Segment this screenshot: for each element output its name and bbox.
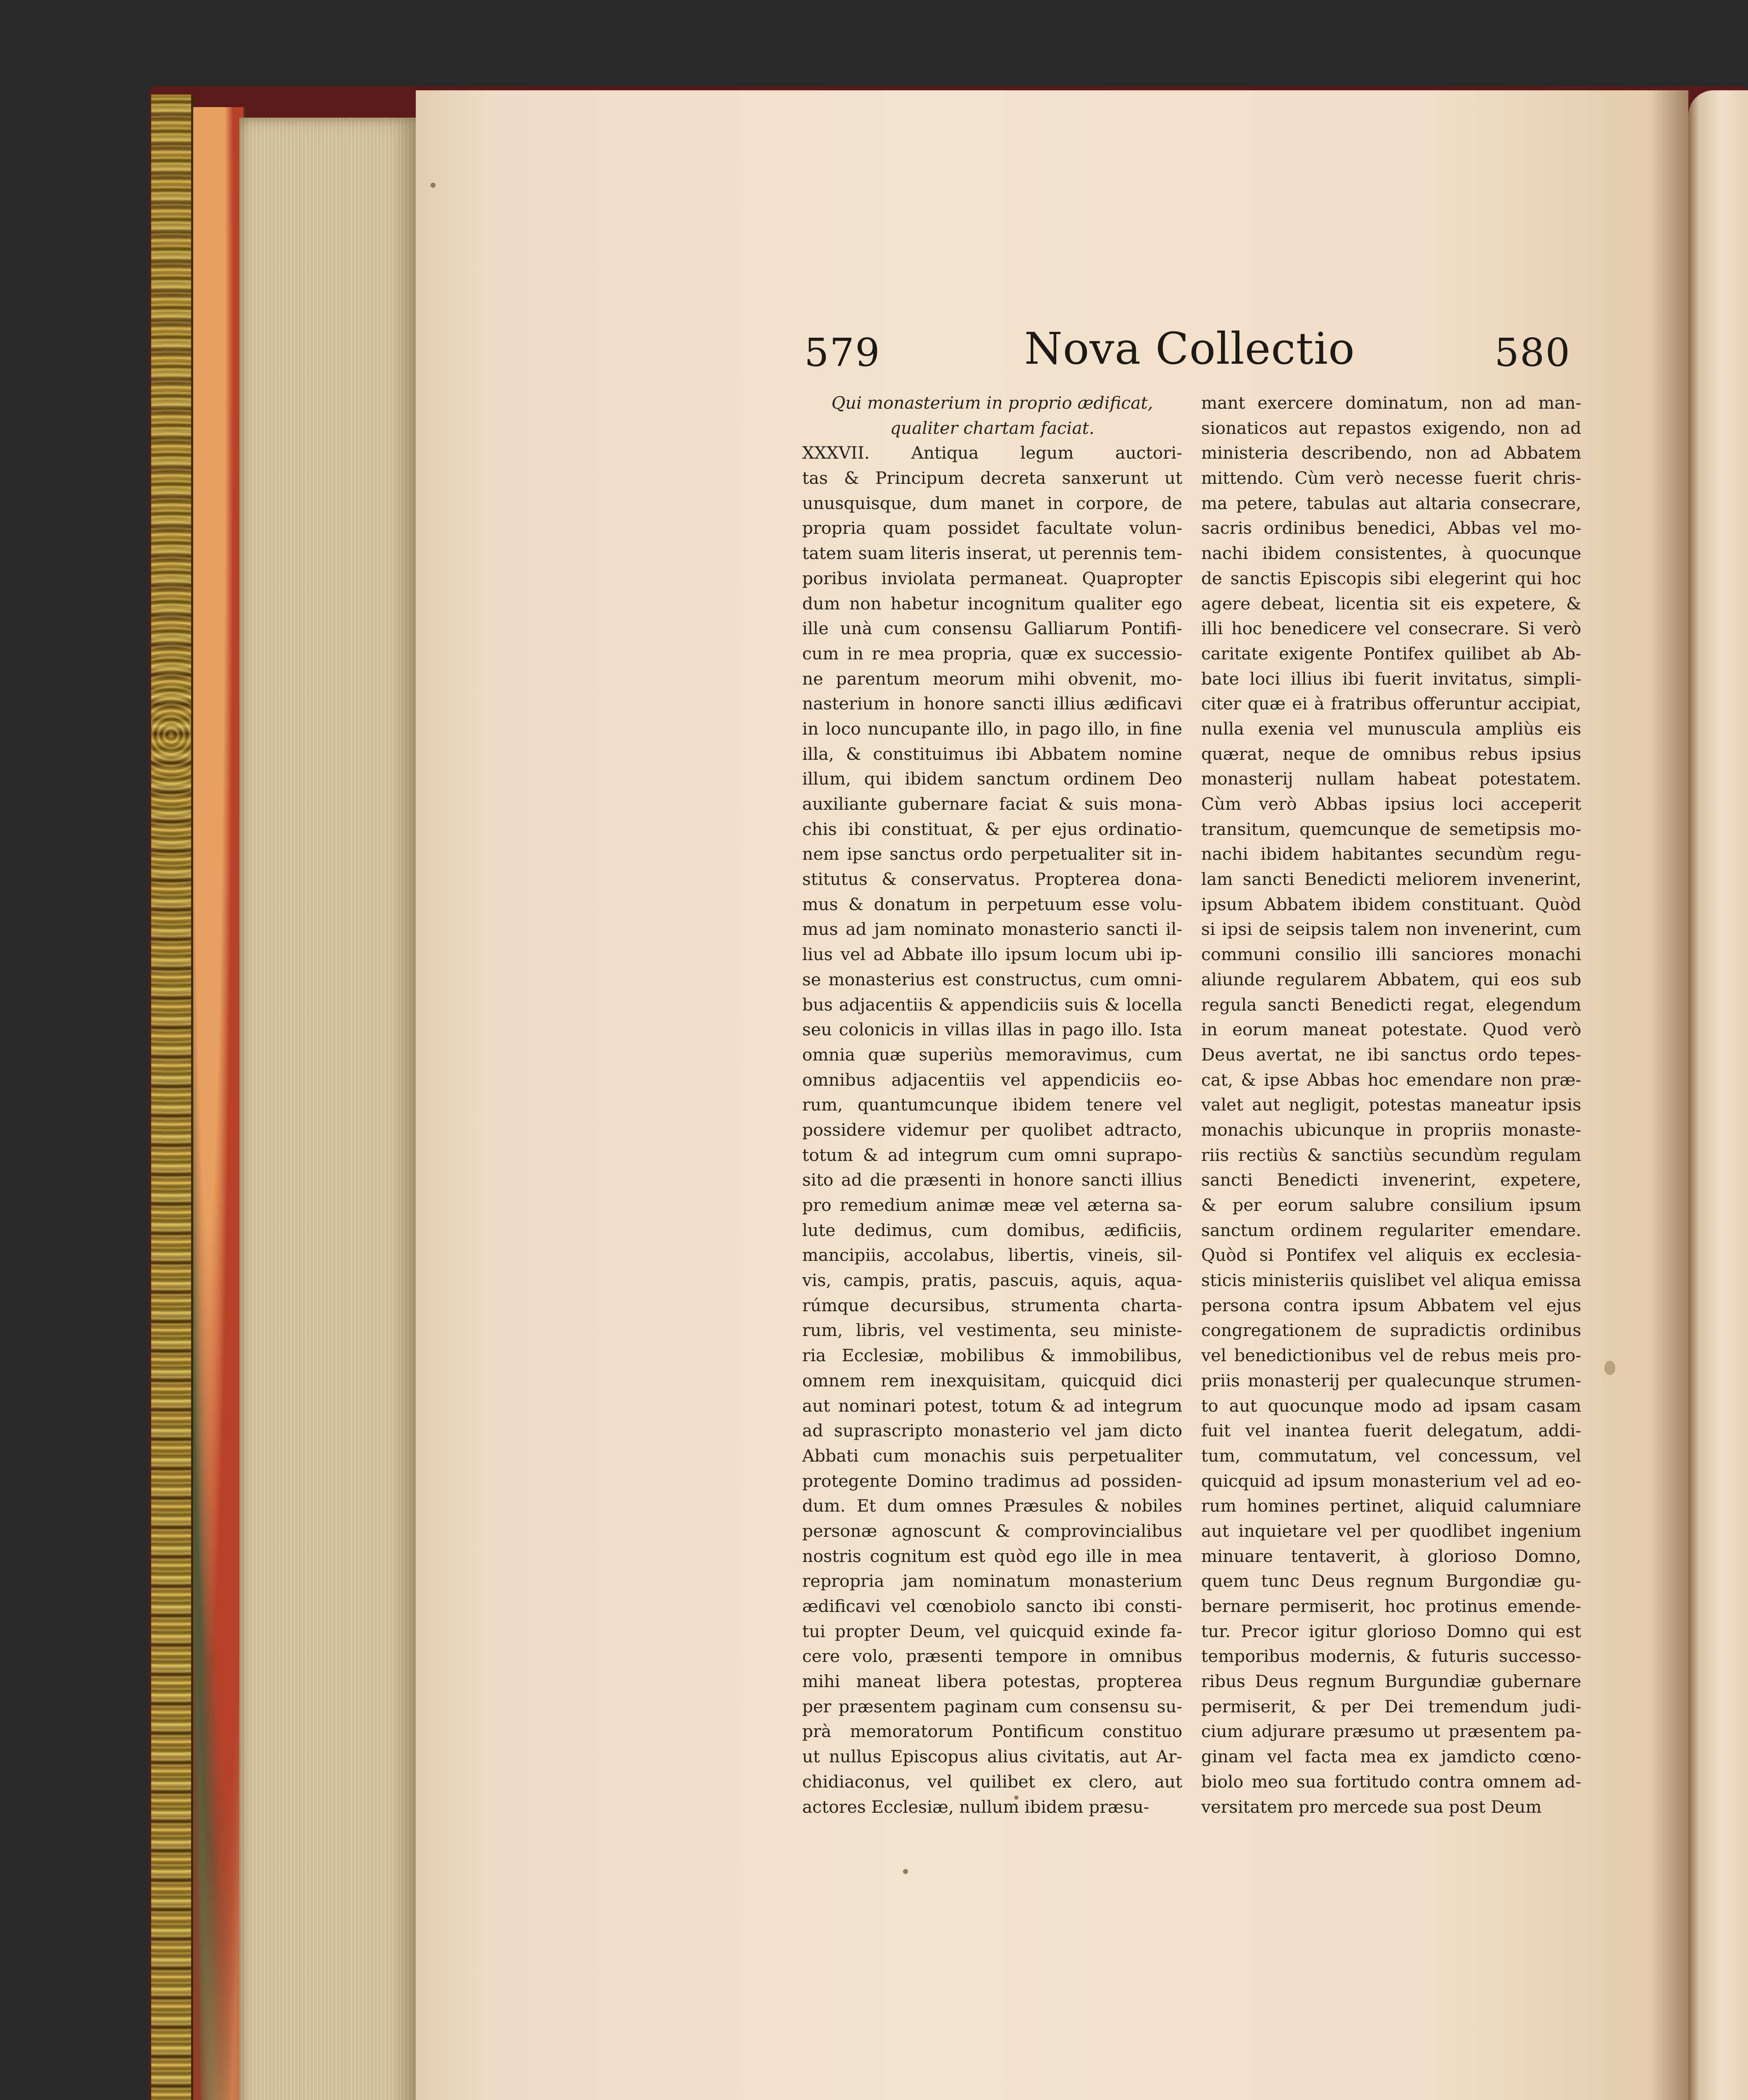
text-line: sanctum ordinem regulariter emendare. <box>1201 1220 1581 1240</box>
text-line: Cùm verò Abbas ipsius loci acceperit <box>1201 794 1581 814</box>
text-line: de sanctis Episcopis sibi elegerint qui hoc <box>1201 568 1581 588</box>
text-line: illa, & constituimus ibi Abbatem nomine <box>802 743 1182 764</box>
text-line: chidiaconus, vel quilibet ex clero, aut <box>802 1771 1182 1792</box>
text-line: in eorum maneat potestate. Quod verò <box>1201 1019 1581 1040</box>
text-line: aut nominari potest, totum & ad integrum <box>802 1395 1182 1416</box>
text-line: ne parentum meorum mihi obvenit, mo- <box>802 668 1182 689</box>
text-line: nem ipse sanctus ordo perpetualiter sit in- <box>802 844 1182 864</box>
text-line: rúmque decursibus, strumenta charta- <box>802 1295 1182 1315</box>
text-line: tum, commutatum, vel concessum, vel <box>1201 1445 1581 1466</box>
text-column-right <box>1201 391 1581 1819</box>
text-line: ma petere, tabulas aut altaria consecrare, <box>1201 493 1581 513</box>
ink-speck <box>903 1869 908 1874</box>
text-line: monasterij nullam habeat potestatem. <box>1201 769 1581 789</box>
text-line: rum, quantumcunque ibidem tenere vel <box>802 1095 1182 1115</box>
text-line: permiserit, & per Dei tremendum judi- <box>1201 1696 1581 1717</box>
text-line: aliunde regularem Abbatem, qui eos sub <box>1201 969 1581 990</box>
text-line: actores Ecclesiæ, nullum ibidem præsu- <box>802 1796 1150 1817</box>
text-line: cum in re mea propria, quæ ex successio- <box>802 643 1182 664</box>
text-line: mant exercere dominatum, non ad man- <box>1201 393 1581 413</box>
text-line: omnem rem inexquisitam, quicquid dici <box>802 1370 1182 1391</box>
text-line: rum, libris, vel vestimenta, seu ministe- <box>802 1320 1182 1341</box>
text-line: sito ad die præsenti in honore sancti illius <box>802 1170 1182 1190</box>
text-line: caritate exigente Pontifex quilibet ab Ab- <box>1201 643 1581 664</box>
text-line: repropria jam nominatum monasterium <box>802 1571 1182 1591</box>
text-line: possidere videmur per quolibet adtracto, <box>802 1119 1182 1140</box>
text-line: Quòd si Pontifex vel aliquis ex ecclesia- <box>1201 1245 1581 1265</box>
text-line: quærat, neque de omnibus rebus ipsius <box>1201 743 1581 764</box>
text-line: nostris cognitum est quòd ego ille in mea <box>802 1546 1182 1566</box>
text-line: dum non habetur incognitum qualiter ego <box>802 593 1182 614</box>
text-line: sacris ordinibus benedici, Abbas vel mo- <box>1201 518 1581 538</box>
text-line: per præsentem paginam cum consensu su- <box>802 1696 1182 1717</box>
text-line: mus & donatum in perpetuum esse volu- <box>802 894 1182 914</box>
text-line: temporibus modernis, & futuris successo- <box>1201 1646 1581 1667</box>
text-line: omnia quæ superiùs memoravimus, cum <box>802 1044 1182 1065</box>
text-line: tatem suam literis inserat, ut perennis tem- <box>802 543 1182 564</box>
text-line: bate loci illius ibi fuerit invitatus, simpli- <box>1201 668 1581 689</box>
text-line: valet aut negligit, potestas maneatur ipsis <box>1201 1095 1581 1115</box>
text-line: tur. Precor igitur glorioso Domno qui est <box>1201 1621 1581 1641</box>
text-line: mancipiis, accolabus, libertis, vineis, sil- <box>802 1245 1182 1265</box>
rubric-line: qualiter chartam faciat. <box>890 417 1094 438</box>
rubric-line: Qui monasterium in proprio ædificat, <box>831 393 1153 413</box>
text-line: quem tunc Deus regnum Burgondiæ gu- <box>1201 1571 1581 1591</box>
text-line: communi consilio illi sanciores monachi <box>1201 944 1581 965</box>
text-column-left <box>802 391 1182 1819</box>
text-line: protegente Domino tradimus ad possiden- <box>802 1470 1182 1491</box>
text-line: lam sancti Benedicti meliorem invenerint, <box>1201 869 1581 890</box>
text-line: seu colonicis in villas illas in pago illo. Ista <box>802 1019 1182 1040</box>
page-block-edges <box>239 118 416 2100</box>
text-line: ad suprascripto monasterio vel jam dicto <box>802 1420 1182 1441</box>
text-line: persona contra ipsum Abbatem vel ejus <box>1201 1295 1581 1315</box>
ink-speck <box>1604 1361 1615 1375</box>
text-line: riis rectiùs & sanctiùs secundùm regulam <box>1201 1144 1581 1165</box>
text-line: biolo meo sua fortitudo contra omnem ad- <box>1201 1771 1581 1792</box>
text-line: omnibus adjacentiis vel appendiciis eo- <box>802 1069 1182 1090</box>
text-line: rum homines pertinet, aliquid calumniare <box>1201 1496 1581 1516</box>
text-line: agere debeat, licentia sit eis expetere, & <box>1201 593 1581 614</box>
text-line: ria Ecclesiæ, mobilibus & immobilibus, <box>802 1345 1182 1366</box>
text-line: ipsum Abbatem ibidem constituant. Quòd <box>1201 894 1581 914</box>
text-line: transitum, quemcunque de semetipsis mo- <box>1201 819 1581 839</box>
text-line: totum & ad integrum cum omni suprapo- <box>802 1144 1182 1165</box>
text-line: sancti Benedicti invenerint, expetere, <box>1201 1170 1581 1190</box>
text-line: in loco nuncupante illo, in pago illo, in fine <box>802 718 1182 739</box>
text-line: propria quam possidet facultate volun- <box>802 518 1182 538</box>
text-line: citer quæ ei à fratribus offeruntur accipiat, <box>1201 693 1581 714</box>
text-line: to aut quocunque modo ad ipsam casam <box>1201 1395 1581 1416</box>
running-title: Nova Collectio <box>1024 323 1355 374</box>
text-line: si ipsi de seipsis talem non invenerint, cum <box>1201 919 1581 940</box>
text-line: regula sancti Benedicti regat, elegendum <box>1201 994 1581 1015</box>
ink-speck <box>430 183 436 188</box>
text-line: chis ibi constituat, & per ejus ordinatio- <box>802 819 1182 839</box>
text-line: ginam vel facta mea ex jamdicto cœno- <box>1201 1746 1581 1767</box>
text-line: vel benedictionibus vel de rebus meis pro- <box>1201 1345 1581 1366</box>
page-header <box>804 323 1575 382</box>
text-line: pro remedium animæ meæ vel æterna sa- <box>802 1195 1182 1215</box>
text-line: unusquisque, dum manet in corpore, de <box>802 493 1182 513</box>
text-line: auxiliante gubernare faciat & suis mona- <box>802 794 1182 814</box>
text-line: tui propter Deum, vel quicquid exinde fa- <box>802 1621 1182 1641</box>
text-line: quicquid ad ipsum monasterium vel ad eo- <box>1201 1470 1581 1491</box>
text-line: Deus avertat, ne ibi sanctus ordo tepes- <box>1201 1044 1581 1065</box>
page-number-left: 579 <box>804 330 881 375</box>
text-line: ministeria describendo, non ad Abbatem <box>1201 443 1581 463</box>
text-line: illi hoc benedicere vel consecrare. Si verò <box>1201 618 1581 639</box>
text-line: fuit vel inantea fuerit delegatum, addi- <box>1201 1420 1581 1441</box>
text-line: prà memoratorum Pontificum constituo <box>802 1721 1182 1742</box>
marbled-endpaper <box>193 107 245 2100</box>
text-line: & per eorum salubre consilium ipsum <box>1201 1195 1581 1215</box>
text-line: personæ agnoscunt & comprovincialibus <box>802 1520 1182 1541</box>
text-line: nachi ibidem habitantes secundùm regu- <box>1201 844 1581 864</box>
text-line: XXXVII. Antiqua legum auctori- <box>802 443 1182 463</box>
text-line: sionaticos aut repastos exigendo, non ad <box>1201 417 1581 438</box>
text-line: dum. Et dum omnes Præsules & nobiles <box>802 1496 1182 1516</box>
text-line: ille unà cum consensu Galliarum Pontifi- <box>802 618 1182 639</box>
page-number-right: 580 <box>1494 330 1571 375</box>
text-line: mus ad jam nominato monasterio sancti il- <box>802 919 1182 940</box>
text-line: illum, qui ibidem sanctum ordinem Deo <box>802 769 1182 789</box>
text-line: stitutus & conservatus. Propterea dona- <box>802 869 1182 890</box>
text-line: bus adjacentiis & appendiciis suis & locella <box>802 994 1182 1015</box>
text-line: lute dedimus, cum domibus, ædificiis, <box>802 1220 1182 1240</box>
facing-page-curl <box>1688 90 1748 2100</box>
text-line: cere volo, præsenti tempore in omnibus <box>802 1646 1182 1667</box>
text-line: cium adjurare præsumo ut præsentem pa- <box>1201 1721 1581 1742</box>
text-line: nasterium in honore sancti illius ædificavi <box>802 693 1182 714</box>
text-line: se monasterius est constructus, cum omni- <box>802 969 1182 990</box>
text-line: mittendo. Cùm verò necesse fuerit chris- <box>1201 468 1581 488</box>
text-line: ædificavi vel cœnobiolo sancto ibi consti- <box>802 1596 1182 1616</box>
text-line: tas & Principum decreta sanxerunt ut <box>802 468 1182 488</box>
text-line: priis monasterij per qualecunque strumen- <box>1201 1370 1581 1391</box>
text-line: mihi maneat libera potestas, propterea <box>802 1671 1182 1692</box>
text-line: monachis ubicunque in propriis monaste- <box>1201 1119 1581 1140</box>
text-line: versitatem pro mercede sua post Deum <box>1201 1796 1542 1817</box>
text-line: nulla exenia vel munuscula ampliùs eis <box>1201 718 1581 739</box>
text-line: poribus inviolata permaneat. Quapropter <box>802 568 1182 588</box>
text-line: sticis ministeriis quislibet vel aliqua emissa <box>1201 1270 1581 1291</box>
text-line: cat, & ipse Abbas hoc emendare non præ- <box>1201 1069 1581 1090</box>
text-line: vis, campis, pratis, pascuis, aquis, aqua- <box>802 1270 1182 1291</box>
text-line: lius vel ad Abbate illo ipsum locum ubi ip- <box>802 944 1182 965</box>
text-line: ut nullus Episcopus alius civitatis, aut Ar- <box>802 1746 1182 1767</box>
text-line: Abbati cum monachis suis perpetualiter <box>802 1445 1182 1466</box>
text-line: bernare permiserit, hoc protinus emende- <box>1201 1596 1581 1616</box>
text-line: nachi ibidem consistentes, à quocunque <box>1201 543 1581 564</box>
gutter-shadow <box>1651 90 1688 2100</box>
text-line: aut inquietare vel per quodlibet ingenium <box>1201 1520 1581 1541</box>
gilded-binding-edge <box>151 94 194 2100</box>
text-line: minuare tentaverit, à glorioso Domno, <box>1201 1546 1581 1566</box>
text-line: ribus Deus regnum Burgundiæ gubernare <box>1201 1671 1581 1692</box>
text-line: congregationem de supradictis ordinibus <box>1201 1320 1581 1341</box>
